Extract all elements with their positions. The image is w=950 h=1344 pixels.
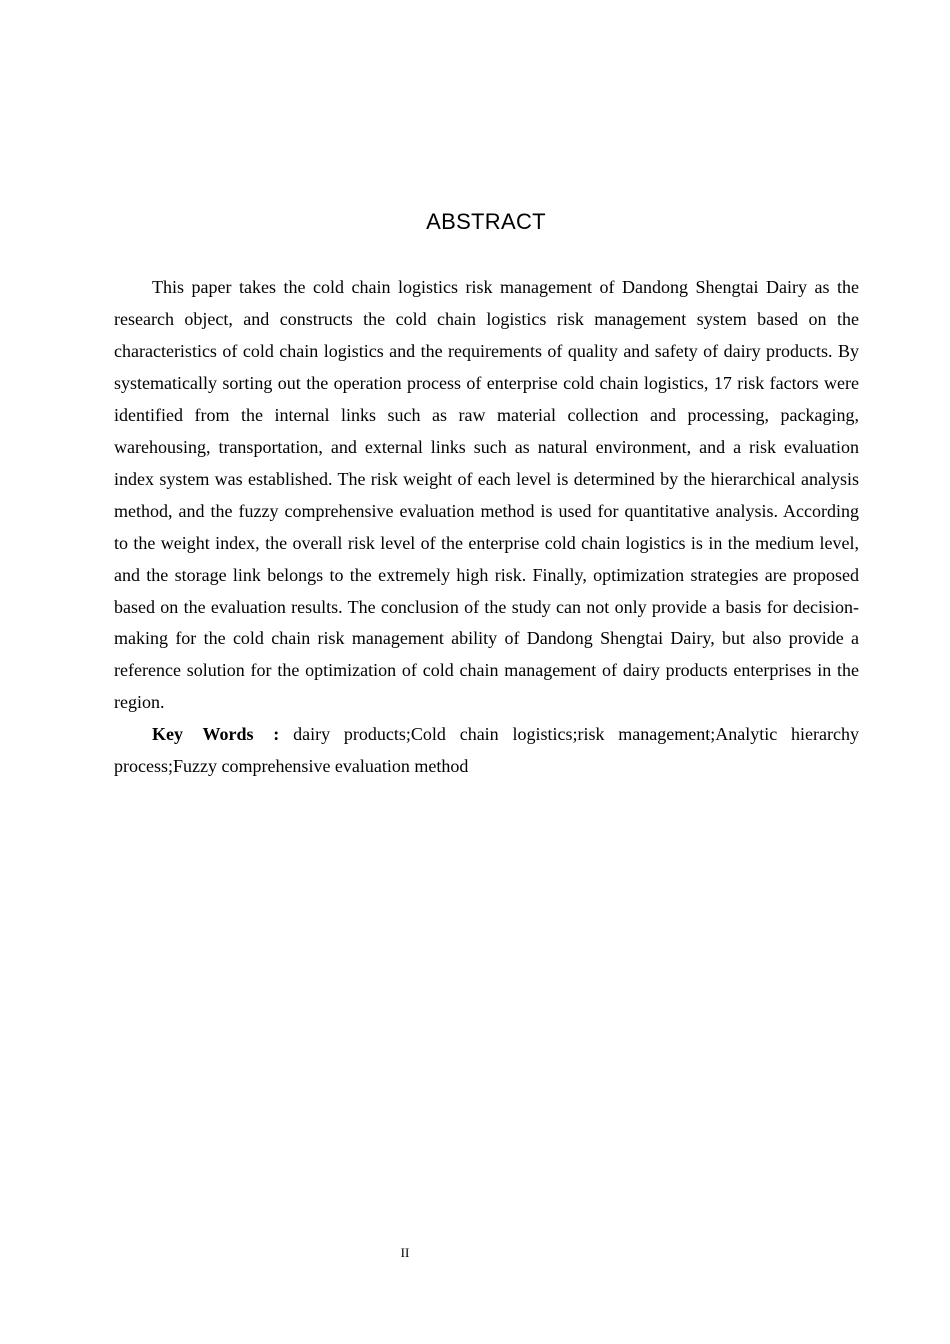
abstract-paragraph: This paper takes the cold chain logistics risk management of Dandong Shengtai Dairy as the research object, and constructs the cold chain logistics risk management system based on the characteristics of cold chain logistics and the requirements of quality and safety of dairy products. By systematically sorting out the operation process of enterprise cold chain logistics, 17 risk factors were identified from the internal links such as raw material collection and processing, packaging, warehousing, transportation, and external links such as natural environment, and a risk evaluation index system was established. The risk weight of each level is determined by the hierarchical analysis method, and the fuzzy comprehensive evaluation method is used for quantitative analysis. According to the weight index, the overall risk level of the enterprise cold chain logistics is in the medium level, and the storage link belongs to the extremely high risk. Finally, optimization strategies are proposed based on the evaluation results. The conclusion of the study can not only provide a basis for decision-making for the cold chain risk management ability of Dandong Shengtai Dairy, but also provide a reference solution for the optimization of cold chain management of dairy products enterprises in the region. [114, 277, 859, 713]
keywords-text: dairy products;Cold chain logistics;risk management;Analytic hierarchy process;Fuzzy comprehensive evaluation method [114, 724, 860, 777]
keywords-label: Key Words : [152, 724, 280, 745]
keywords-paragraph [114, 719, 859, 783]
abstract-title: ABSTRACT [426, 209, 546, 234]
page-number: II [400, 1245, 410, 1260]
abstract-body [114, 272, 859, 783]
